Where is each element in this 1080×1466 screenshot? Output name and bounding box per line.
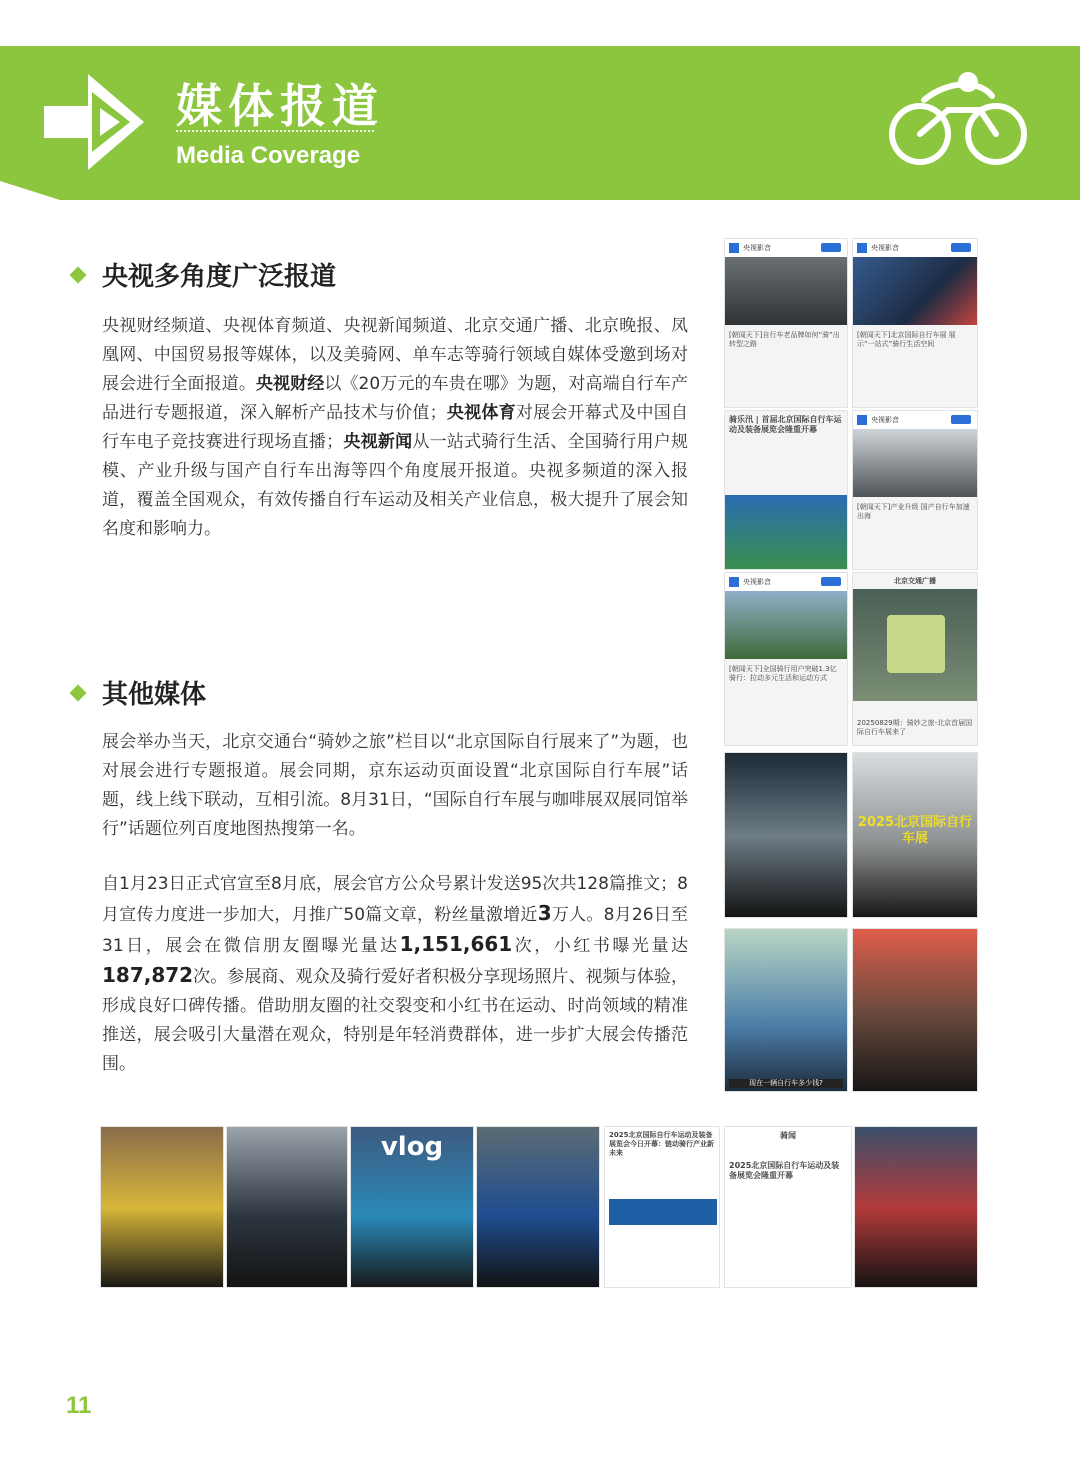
screenshot-bottom-2: [226, 1126, 348, 1288]
screenshot-cctv-1: 央视影音 [朝闻天下]自行车老品牌如何“骑”出转型之路: [724, 238, 848, 408]
page-title: 媒体报道: [176, 79, 384, 133]
screenshot-video-2: 2025北京国际自行车展: [852, 752, 978, 918]
screenshot-video-1: [724, 752, 848, 918]
cyclist-icon: [888, 70, 1030, 168]
diamond-bullet-icon: [70, 266, 87, 283]
arrow-right-icon: [44, 70, 148, 174]
screenshot-bottom-1: [100, 1126, 224, 1288]
screenshot-cctv-3: 央视影音 [朝闻天下]产业升级 国产自行车加速出海: [852, 410, 978, 570]
section1-paragraph: 央视财经频道、央视体育频道、央视新闻频道、北京交通广播、北京晚报、凤凰网、中国贸易报等媒体，以及美骑网、单车志等骑行领域自媒体受邀到场对展会进行全面报道。央视财经以《20万元的车贵在哪》为题，对高端自行车产品进行专题报道，深入解析产品技术与价值；央视体育对展会开幕式及中国自行车电子竞技赛进行现场直播；央视新闻从一站式骑行生活、全国骑行用户规模、产业升级与国产自行车出海等四个角度展开报道。央视多频道的深入报道，覆盖全国观众，有效传播自行车运动及相关产业信息，极大提升了展会知名度和影响力。: [102, 316, 689, 539]
section-heading-cctv: 央视多角度广泛报道: [72, 256, 336, 293]
screenshot-bottom-vlog: vlog: [350, 1126, 474, 1288]
screenshot-video-3: 现在一辆自行车多少钱?: [724, 928, 848, 1092]
diamond-bullet-icon: [70, 684, 87, 701]
screenshot-article-3: 骑闻 2025北京国际自行车运动及装备展览会隆重开幕: [724, 1126, 852, 1288]
screenshot-bottom-7: [854, 1126, 978, 1288]
screenshot-article-1: 骑乐汛 | 首届北京国际自行车运动及装备展览会隆重开幕: [724, 410, 848, 570]
page-subtitle: Media Coverage: [176, 142, 361, 169]
title-divider: [176, 130, 374, 132]
screenshot-bottom-4: [476, 1126, 600, 1288]
section-heading-other: 其他媒体: [72, 674, 206, 711]
screenshot-radio: 北京交通广播 20250829期：骑妙之旅-北京首届国际自行车展来了: [852, 572, 978, 746]
screenshot-cctv-4: 央视影音 [朝闻天下]全国骑行用户突破1.3亿 骑行：拉动多元生活和运动方式: [724, 572, 848, 746]
page-number: 11: [66, 1392, 92, 1419]
section2-paragraph-1: 展会举办当天，北京交通台“骑妙之旅”栏目以“北京国际自行展来了”为题，也对展会进行专题报道。展会同期，京东运动页面设置“北京国际自行车展”话题，线上线下联动，互相引流。8月31日，“国际自行车展与咖啡展双展同馆举行”话题位列百度地图热搜第一名。: [102, 732, 688, 839]
section2-paragraph-2: 自1月23日正式官宣至8月底，展会官方公众号累计发送95次共128篇推文；8月宣传力度进一步加大，月推广50篇文章，粉丝量激增近3万人。8月26日至31日，展会在微信朋友圈曝光量达1,151,661次，小红书曝光量达187,872次。参展商、观众及骑行爱好者积极分享现场照片、视频与体验，形成良好口碑传播。借助朋友圈的社交裂变和小红书在运动、时尚领域的精准推送，展会吸引大量潜在观众，特别是年轻消费群体，进一步扩大展会传播范围。: [102, 874, 688, 1074]
screenshot-cctv-2: 央视影音 [朝闻天下]北京国际自行车展 展示“一站式”骑行生活空间: [852, 238, 978, 408]
screenshot-video-4: [852, 928, 978, 1092]
screenshot-article-2: 2025北京国际自行车运动及装备展览会今日开幕：链动骑行产业新未来: [604, 1126, 720, 1288]
